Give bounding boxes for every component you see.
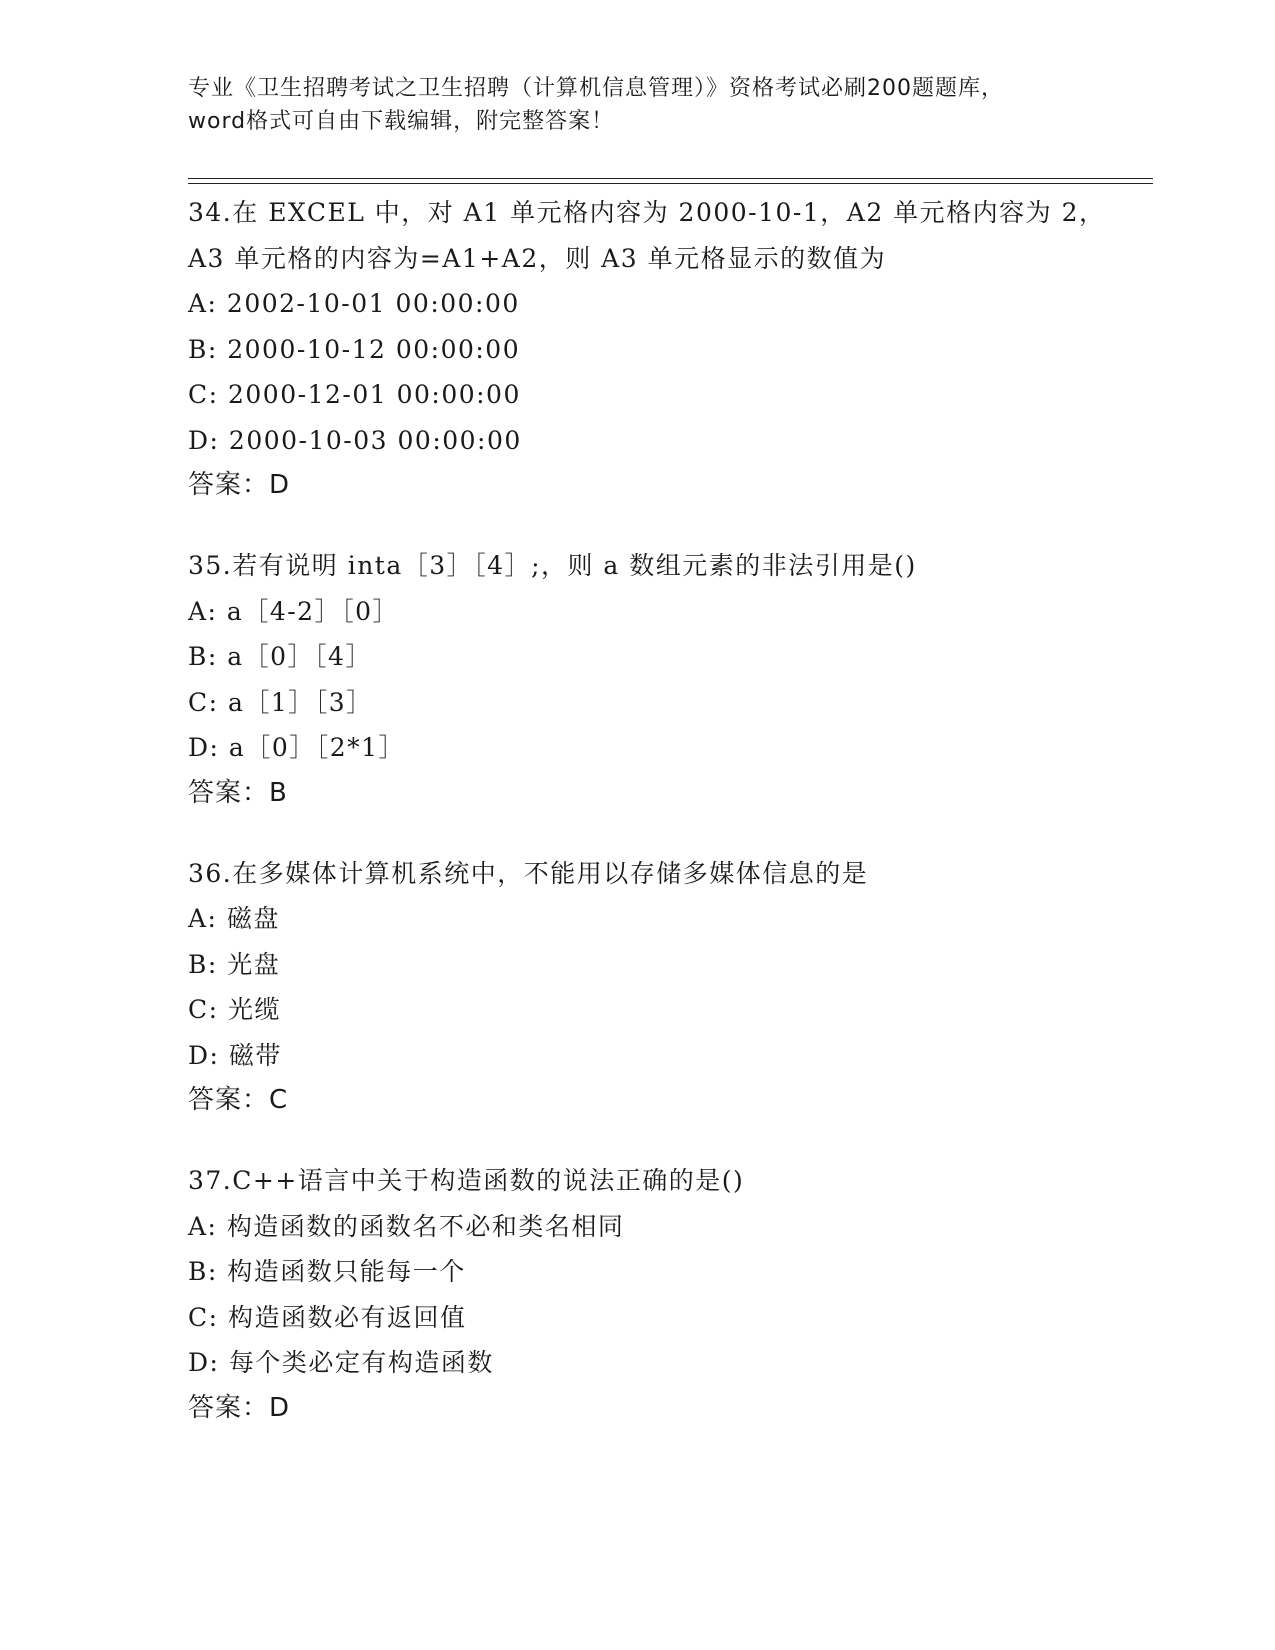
header-title-line-1: 专业《卫生招聘考试之卫生招聘（计算机信息管理）》资格考试必刷200题题库， [188, 76, 1004, 101]
header-divider-bottom [188, 183, 1153, 184]
answer-label: 答案：D [188, 1392, 291, 1423]
option-b: B: a［0］［4］ [188, 642, 372, 671]
option-b: B: 2000-10-12 00:00:00 [188, 334, 521, 364]
question-stem-continued: A3 单元格的内容为=A1+A2，则 A3 单元格显示的数值为 [188, 243, 887, 273]
option-a: A: 构造函数的函数名不必和类名相同 [188, 1211, 625, 1241]
question-list [188, 190, 1148, 1466]
option-a: A: 2002-10-01 00:00:00 [188, 289, 520, 318]
option-c: C: a［1］［3］ [188, 687, 373, 717]
option-b: B: 构造函数只能每一个 [188, 1257, 466, 1286]
question-34 [188, 190, 1148, 508]
document-header [188, 72, 1088, 138]
header-divider-top [188, 178, 1153, 179]
question-stem: 34.在 EXCEL 中，对 A1 单元格内容为 2000-10-1，A2 单元格内容为 2， [188, 198, 1106, 227]
question-36 [188, 851, 1148, 1124]
option-c: C: 光缆 [188, 995, 281, 1024]
question-37 [188, 1158, 1148, 1431]
answer-label: 答案：D [188, 470, 291, 500]
header-title-line-2: word格式可自由下载编辑，附完整答案！ [188, 109, 615, 134]
question-stem: 36.在多媒体计算机系统中，不能用以存储多媒体信息的是 [188, 858, 869, 888]
option-d: D: 每个类必定有构造函数 [188, 1348, 494, 1377]
option-a: A: 磁盘 [188, 904, 280, 933]
option-b: B: 光盘 [188, 949, 281, 979]
option-c: C: 2000-12-01 00:00:00 [188, 380, 521, 409]
question-stem: 37.C++语言中关于构造函数的说法正确的是() [188, 1166, 745, 1195]
option-a: A: a［4-2］［0］ [188, 596, 399, 626]
option-d: D: a［0］［2*1］ [188, 733, 406, 762]
option-d: D: 磁带 [188, 1040, 282, 1070]
option-d: D: 2000-10-03 00:00:00 [188, 425, 522, 455]
answer-label: 答案：B [188, 777, 288, 808]
question-stem: 35.若有说明 inta［3］［4］;，则 a 数组元素的非法引用是() [188, 551, 917, 580]
question-35 [188, 543, 1148, 816]
option-c: C: 构造函数必有返回值 [188, 1302, 467, 1332]
answer-label: 答案：C [188, 1085, 289, 1115]
